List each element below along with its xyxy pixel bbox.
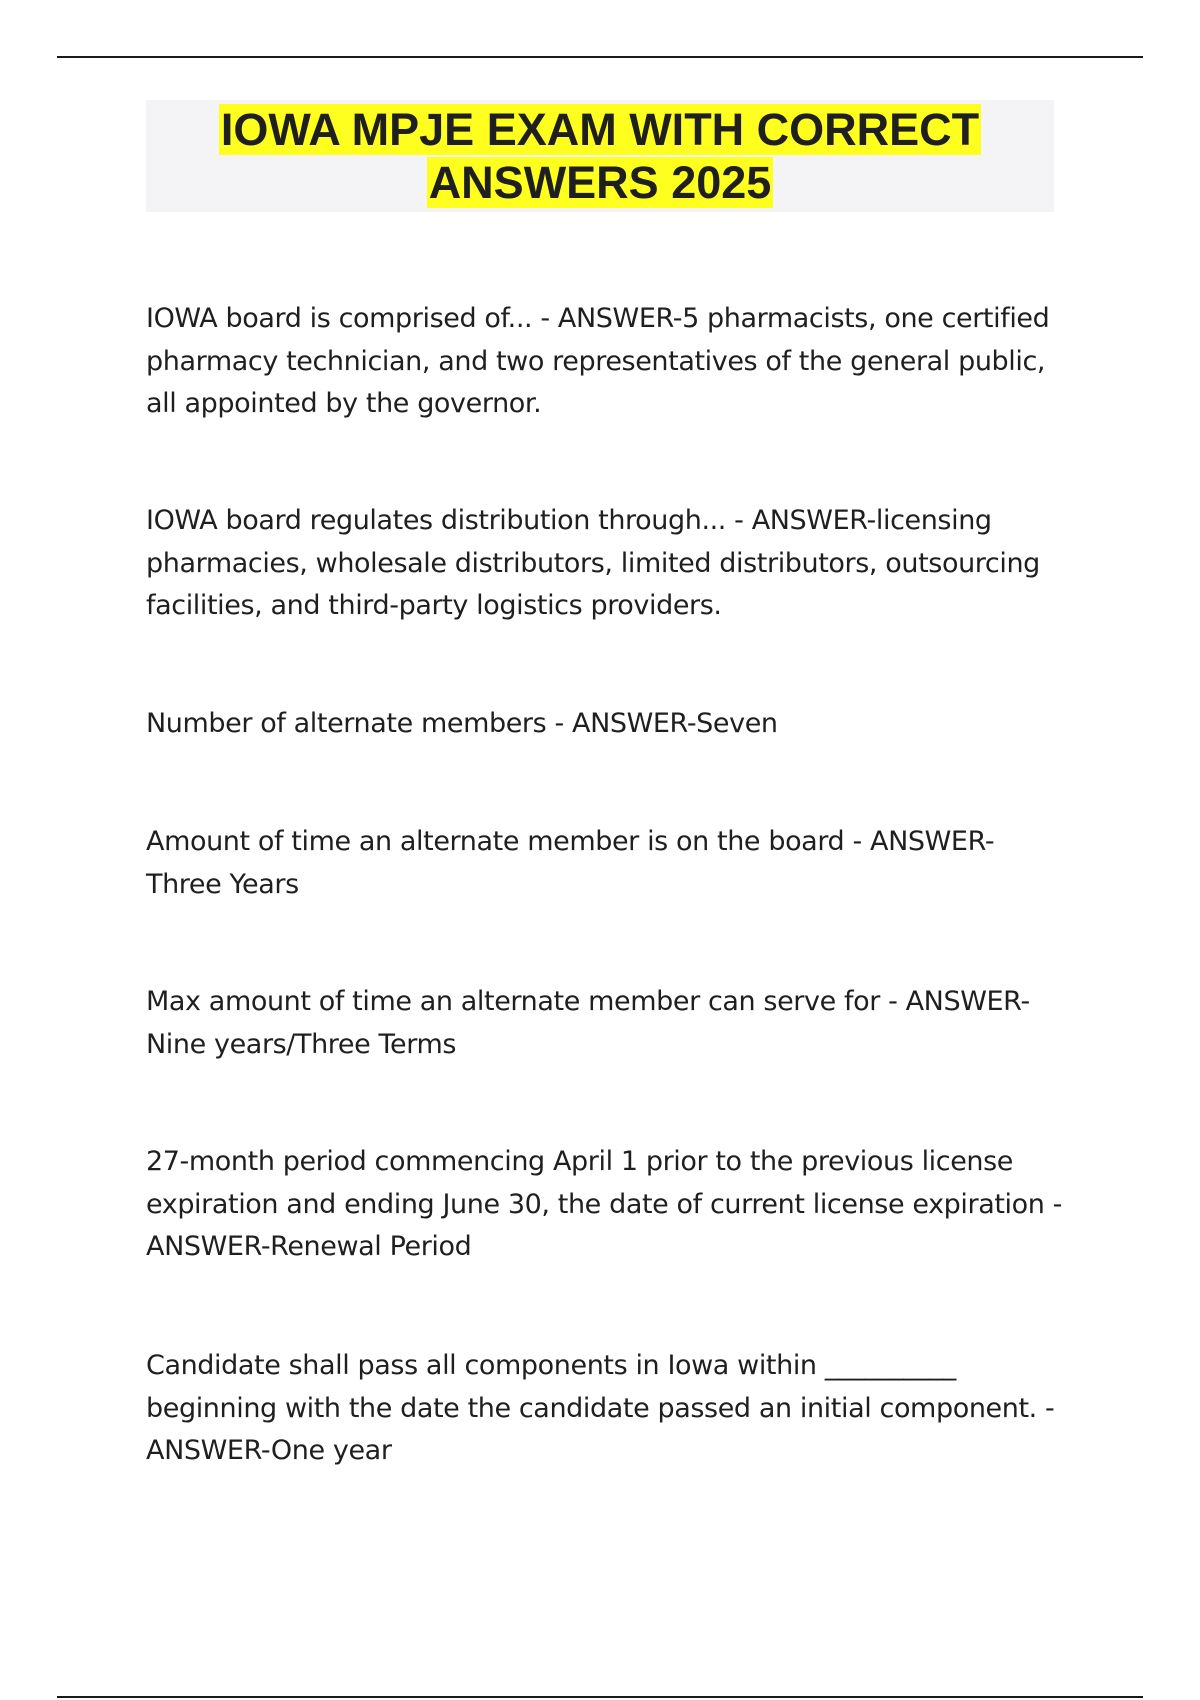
top-rule [57,56,1143,58]
qa-item-2: IOWA board regulates distribution through... - ANSWER-licensing pharmacies, wholesale distributors, limited distributors, outsourcing facilities, and third-party logistics providers. [146,505,1040,621]
page-title [219,103,981,209]
title-line-1: IOWA MPJE EXAM WITH CORRECT [220,104,980,155]
qa-item-4: Amount of time an alternate member is on the board - ANSWER-Three Years [146,826,995,900]
title-box [146,100,1054,212]
title-line-2: ANSWERS 2025 [428,157,772,208]
qa-item-5: Max amount of time an alternate member can serve for - ANSWER-Nine years/Three Terms [146,986,1030,1060]
qa-item-3: Number of alternate members - ANSWER-Seven [146,708,778,739]
qa-item-6: 27-month period commencing April 1 prior to the previous license expiration and ending June 30, the date of current license expiration - ANSWER-Renewal Period [146,1146,1063,1262]
qa-item-7: Candidate shall pass all components in Iowa within __________ beginning with the date the candidate passed an initial component. - ANSWER-One year [146,1350,1055,1466]
bottom-rule [57,1696,1143,1698]
qa-item-1: IOWA board is comprised of... - ANSWER-5 pharmacists, one certified pharmacy technician, and two representatives of the general public, all appointed by the governor. [146,303,1050,419]
